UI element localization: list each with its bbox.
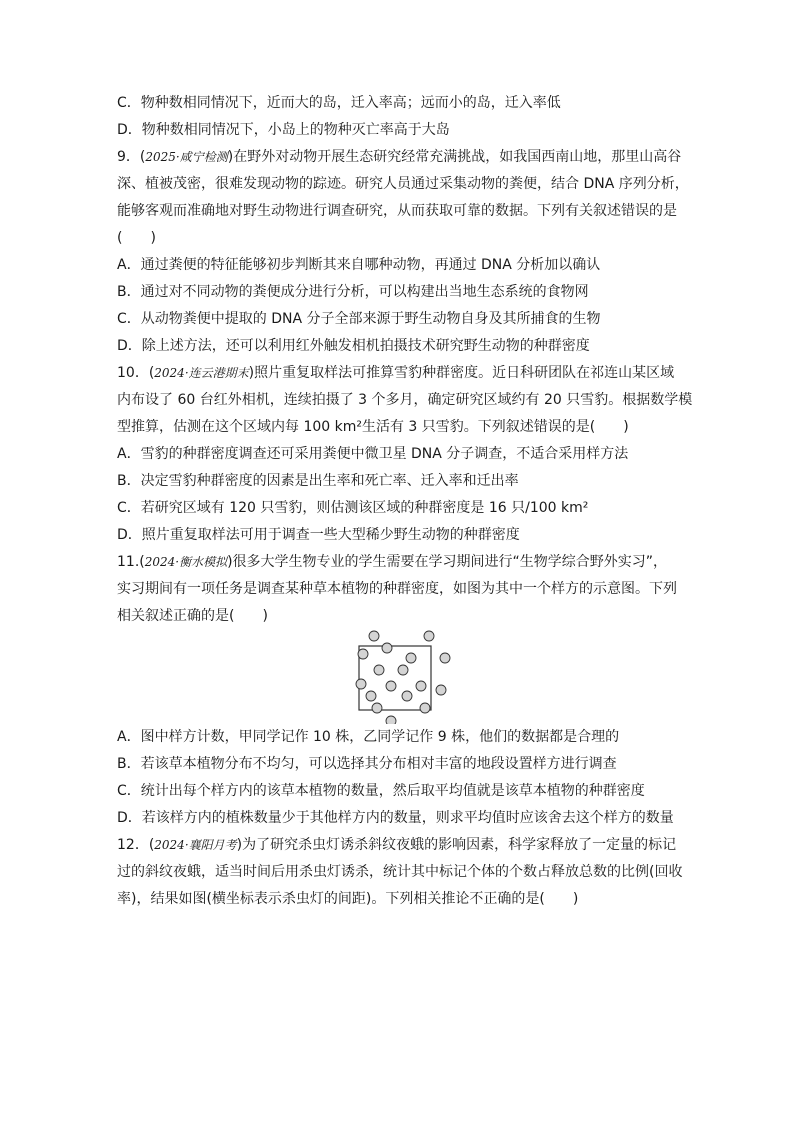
q12-stem-line-3: 率)，结果如图(横坐标表示杀虫灯的间距)。下列相关推论不正确的是( ) bbox=[117, 891, 579, 907]
q8-option-c: C．物种数相同情况下，近而大的岛，迁入率高；远而小的岛，迁入率低 bbox=[117, 95, 561, 111]
quadrat-diagram bbox=[341, 630, 461, 724]
quadrat-figure bbox=[117, 630, 683, 724]
q10-stem-line-3: 型推算，估测在这个区域内每 100 km²生活有 3 只雪豹。下列叙述错误的是( ) bbox=[117, 419, 629, 435]
q11-source-tag: 2024·衡水模拟 bbox=[144, 555, 228, 569]
q9-stem-line-2: 深、植被茂密，很难发现动物的踪迹。研究人员通过采集动物的粪便，结合 DNA 序列分析， bbox=[117, 176, 689, 192]
plant-dot bbox=[386, 681, 396, 691]
plant-dot bbox=[406, 653, 416, 663]
q9-option-b: B．通过对不同动物的粪便成分进行分析，可以构建出当地生态系统的食物网 bbox=[117, 284, 589, 300]
plant-dot bbox=[402, 691, 412, 701]
plant-dot bbox=[416, 681, 426, 691]
q10-option-d: D．照片重复取样法可用于调查一些大型稀少野生动物的种群密度 bbox=[117, 527, 520, 543]
q11-stem-text: )很多大学生物专业的学生需要在学习期间进行“生物学综合野外实习”， bbox=[227, 554, 668, 570]
plant-dot bbox=[440, 653, 450, 663]
q10-number: 10．( bbox=[117, 365, 155, 381]
q9-option-a: A．通过粪便的特征能够初步判断其来自哪种动物，再通过 DNA 分析加以确认 bbox=[117, 257, 601, 273]
plant-dot bbox=[358, 649, 368, 659]
q11-stem-line-3: 相关叙述正确的是( ) bbox=[117, 608, 268, 624]
q9-source-tag: 2025·咸宁检测 bbox=[145, 150, 228, 164]
q10-option-b: B．决定雪豹种群密度的因素是出生率和死亡率、迁入率和迁出率 bbox=[117, 473, 519, 489]
q12-stem-line-1 bbox=[117, 832, 683, 859]
q10-option-a: A．雪豹的种群密度调查还可采用粪便中微卫星 DNA 分子调查，不适合采用样方法 bbox=[117, 446, 629, 462]
plant-dot bbox=[424, 631, 434, 641]
q9-answer-paren: ( ) bbox=[117, 230, 156, 246]
q8-option-d: D．物种数相同情况下，小岛上的物种灭亡率高于大岛 bbox=[117, 122, 450, 138]
q10-option-c: C．若研究区域有 120 只雪豹，则估测该区域的种群密度是 16 只/100 km² bbox=[117, 500, 589, 516]
q12-stem-line-2: 过的斜纹夜蛾，适当时间后用杀虫灯诱杀，统计其中标记个体的个数占释放总数的比例(回收 bbox=[117, 864, 683, 880]
q12-number: 12．( bbox=[117, 837, 155, 853]
plant-dot bbox=[398, 665, 408, 675]
q11-number: 11.( bbox=[117, 554, 145, 570]
plant-dot bbox=[369, 631, 379, 641]
q11-option-b: B．若该草本植物分布不均匀，可以选择其分布相对丰富的地段设置样方进行调查 bbox=[117, 756, 617, 772]
q10-stem-text: )照片重复取样法可推算雪豹种群密度。近日科研团队在祁连山某区域 bbox=[248, 365, 675, 381]
plant-dot bbox=[366, 691, 376, 701]
q11-option-c: C．统计出每个样方内的该草本植物的数量，然后取平均值就是该草本植物的种群密度 bbox=[117, 783, 645, 799]
plant-dot bbox=[436, 685, 446, 695]
plant-dot bbox=[374, 665, 384, 675]
q12-source-tag: 2024·襄阳月考 bbox=[154, 838, 237, 852]
q11-stem-line-1 bbox=[117, 549, 683, 576]
plant-dot bbox=[356, 679, 366, 689]
q9-number: 9．( bbox=[117, 149, 146, 165]
q11-stem-line-2: 实习期间有一项任务是调查某种草本植物的种群密度，如图为其中一个样方的示意图。下列 bbox=[117, 581, 677, 597]
plant-dot bbox=[382, 643, 392, 653]
document-page bbox=[117, 90, 693, 913]
q10-source-tag: 2024·连云港期末 bbox=[154, 366, 249, 380]
q9-option-d: D．除上述方法，还可以利用红外触发相机拍摄技术研究野生动物的种群密度 bbox=[117, 338, 590, 354]
q9-option-c: C．从动物粪便中提取的 DNA 分子全部来源于野生动物自身及其所捕食的生物 bbox=[117, 311, 601, 327]
plant-dot bbox=[372, 703, 382, 713]
q11-option-d: D．若该样方内的植株数量少于其他样方内的数量，则求平均值时应该舍去这个样方的数量 bbox=[117, 810, 674, 826]
q10-stem-line-2: 内布设了 60 台红外相机，连续拍摄了 3 个多月，确定研究区域约有 20 只雪豹。根据数学模 bbox=[117, 392, 693, 408]
plant-dot bbox=[420, 703, 430, 713]
q12-stem-text: )为了研究杀虫灯诱杀斜纹夜蛾的影响因素，科学家释放了一定量的标记 bbox=[236, 837, 677, 853]
q9-stem-text: )在野外对动物开展生态研究经常充满挑战，如我国西南山地，那里山高谷 bbox=[227, 149, 682, 165]
plant-dot bbox=[386, 716, 396, 724]
q9-stem-line-3: 能够客观而准确地对野生动物进行调查研究，从而获取可靠的数据。下列有关叙述错误的是 bbox=[117, 203, 677, 219]
q9-stem-line-1 bbox=[117, 144, 683, 171]
q11-option-a: A．图中样方计数，甲同学记作 10 株，乙同学记作 9 株，他们的数据都是合理的 bbox=[117, 729, 620, 745]
q10-stem-line-1 bbox=[117, 360, 683, 387]
